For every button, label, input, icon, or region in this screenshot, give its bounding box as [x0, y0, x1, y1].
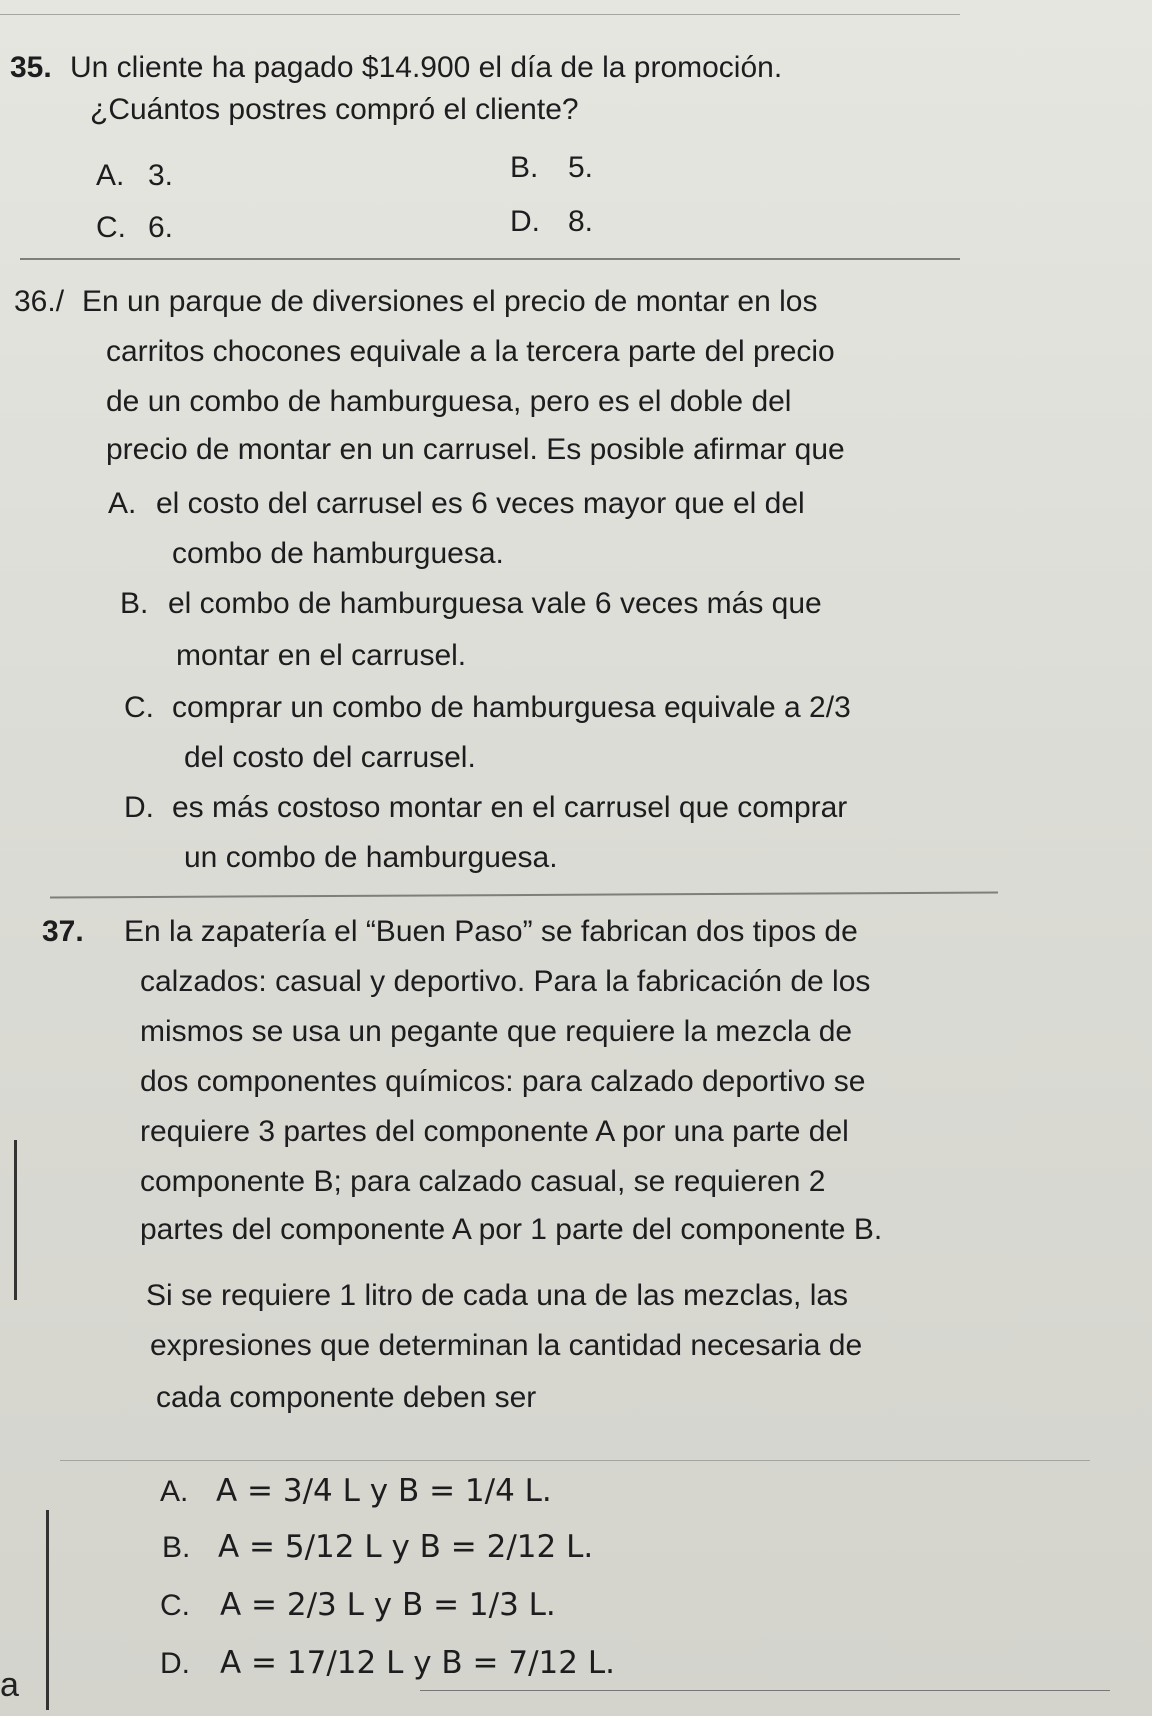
question-text-line: Si se requiere 1 litro de cada una de las mezclas, las: [146, 1279, 849, 1312]
faint-line: [60, 1460, 1090, 1461]
section-divider: [50, 892, 998, 899]
question-text-line: de un combo de hamburguesa, pero es el doble del: [106, 385, 792, 418]
question-text-line: mismos se usa un pegante que requiere la mezcla de: [140, 1015, 853, 1048]
option-text: montar en el carrusel.: [176, 639, 467, 672]
question-number: 37.: [42, 915, 84, 948]
question-number: 35.: [10, 51, 52, 84]
question-text-line: precio de montar en un carrusel. Es posible afirmar que: [106, 433, 845, 466]
section-divider: [20, 258, 960, 260]
question-text-line: expresiones que determinan la cantidad necesaria de: [150, 1329, 863, 1362]
option-letter: D.: [124, 791, 154, 824]
question-text-line: En un parque de diversiones el precio de montar en los: [82, 285, 818, 318]
option-letter: D.: [160, 1647, 190, 1680]
question-text-line: cada componente deben ser: [156, 1381, 537, 1414]
option-formula: A = 5/12 L y B = 2/12 L.: [218, 1529, 594, 1565]
margin-line: [46, 1510, 49, 1710]
option-text: combo de hamburguesa.: [172, 537, 504, 570]
option-text: 8.: [568, 205, 594, 238]
question-text-line: partes del componente A por 1 parte del componente B.: [140, 1213, 883, 1246]
question-text-line: carritos chocones equivale a la tercera parte del precio: [106, 335, 835, 368]
option-letter: A.: [160, 1475, 189, 1508]
answer-underline: [420, 1690, 1110, 1691]
option-letter: B.: [510, 151, 539, 184]
option-formula: A = 3/4 L y B = 1/4 L.: [216, 1473, 552, 1509]
option-letter: C.: [160, 1589, 190, 1622]
option-letter: A.: [108, 487, 137, 520]
option-text: 3.: [148, 159, 174, 192]
option-text: del costo del carrusel.: [184, 741, 476, 774]
option-text: un combo de hamburguesa.: [184, 841, 558, 874]
margin-line: [14, 1140, 17, 1300]
option-text: 5.: [568, 151, 594, 184]
margin-letter: a: [0, 1666, 19, 1704]
option-letter: B.: [120, 587, 149, 620]
option-text: 6.: [148, 211, 174, 244]
option-formula: A = 2/3 L y B = 1/3 L.: [220, 1587, 556, 1623]
option-letter: B.: [162, 1531, 191, 1564]
top-divider: [0, 14, 960, 15]
question-text-line: En la zapatería el “Buen Paso” se fabrican dos tipos de: [124, 915, 858, 948]
option-letter: A.: [96, 159, 125, 192]
question-number: 36./: [14, 285, 65, 318]
option-formula: A = 17/12 L y B = 7/12 L.: [220, 1645, 615, 1681]
option-text: comprar un combo de hamburguesa equivale a 2/3: [172, 691, 851, 724]
question-text-line: requiere 3 partes del componente A por una parte del: [140, 1115, 849, 1148]
question-text-line: ¿Cuántos postres compró el cliente?: [90, 93, 579, 126]
option-letter: C.: [124, 691, 154, 724]
option-text: es más costoso montar en el carrusel que comprar: [172, 791, 848, 824]
option-letter: C.: [96, 211, 126, 244]
question-text-line: Un cliente ha pagado $14.900 el día de la promoción.: [70, 51, 783, 84]
option-letter: D.: [510, 205, 540, 238]
question-text-line: calzados: casual y deportivo. Para la fabricación de los: [140, 965, 871, 998]
option-text: el costo del carrusel es 6 veces mayor que el del: [156, 487, 805, 520]
question-text-line: componente B; para calzado casual, se requieren 2: [140, 1165, 826, 1198]
option-text: el combo de hamburguesa vale 6 veces más que: [168, 587, 822, 620]
question-text-line: dos componentes químicos: para calzado deportivo se: [140, 1065, 866, 1098]
